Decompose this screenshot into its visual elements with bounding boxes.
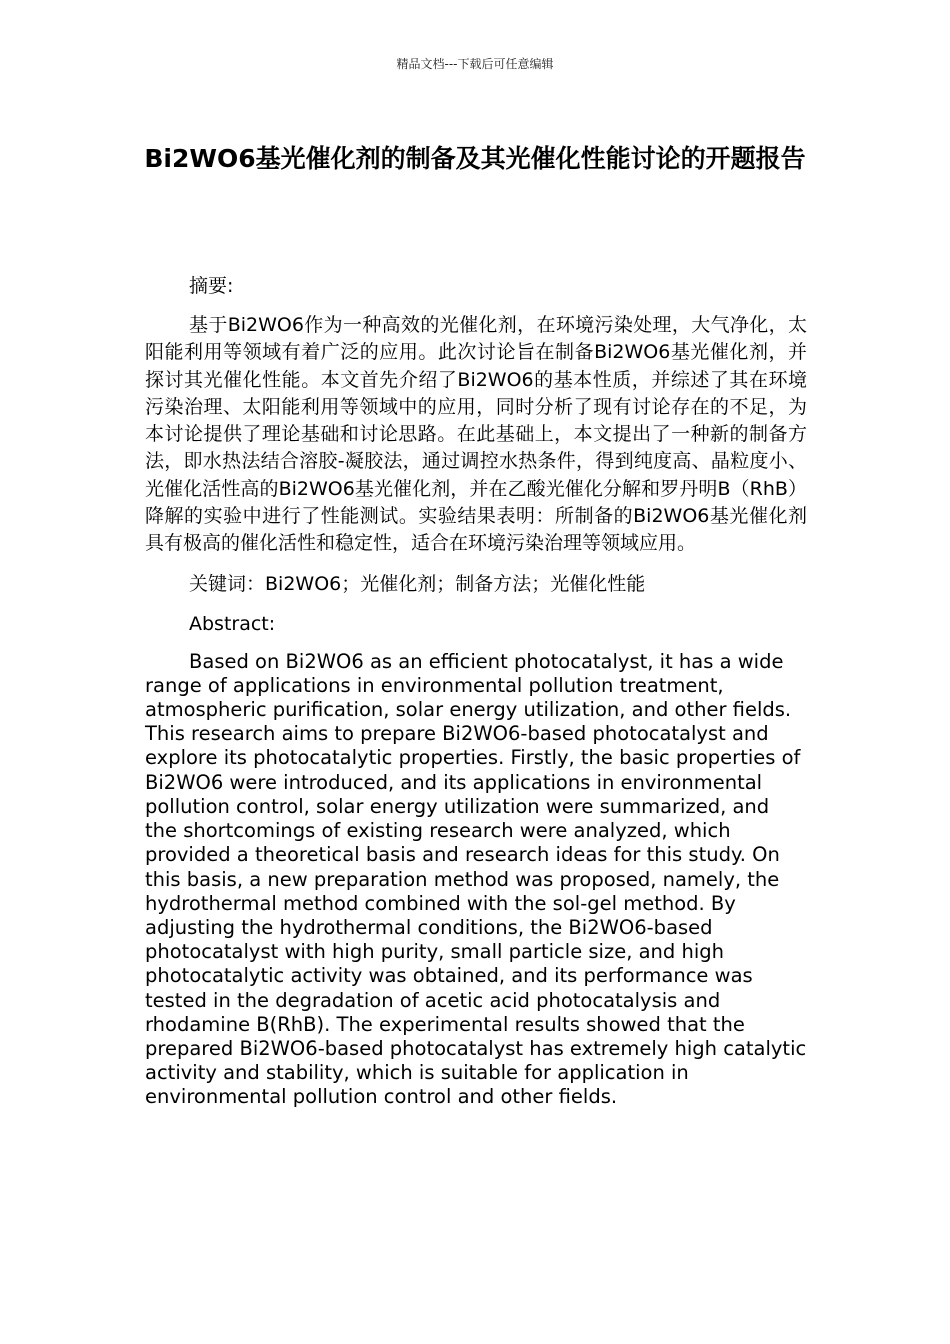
abstract-zh-paragraph: 基于Bi2WO6作为一种高效的光催化剂，在环境污染处理，大气净化，太阳能利用等领域有着广泛的应用。此次讨论旨在制备Bi2WO6基光催化剂，并探讨其光催化性能。本文首先介绍了Bi2WO6的基本性质，并综述了其在环境污染治理、太阳能利用等领域中的应用，同时分析了现有讨论存在的不足，为本讨论提供了理论基础和讨论思路。在此基础上，本文提出了一种新的制备方法，即水热法结合溶胶-凝胶法，通过调控水热条件，得到纯度高、晶粒度小、光催化活性高的Bi2WO6基光催化剂，并在乙酸光催化分解和罗丹明B（RhB）降解的实验中进行了性能测试。实验结果表明：所制备的Bi2WO6基光催化剂具有极高的催化活性和稳定性，适合在环境污染治理等领域应用。: [145, 314, 807, 555]
document-body: [145, 272, 807, 1110]
keywords-line: 关键词：Bi2WO6；光催化剂；制备方法；光催化性能: [189, 572, 646, 595]
page-title: Bi2WO6基光催化剂的制备及其光催化性能讨论的开题报告: [144, 144, 806, 173]
abstract-zh-label: 摘要:: [189, 275, 234, 297]
abstract-en-label: Abstract:: [189, 612, 276, 635]
header-note: 精品文档---下载后可任意编辑: [396, 57, 554, 71]
abstract-en-paragraph: Based on Bi2WO6 as an efficient photocatalyst, it has a wide range of applications in environmental pollution treatment, atmospheric purification, solar energy utilization, and other fields. This research aims to prepare Bi2WO6-based photocatalyst and explore its photocatalytic properties. Firstly, the basic properties of Bi2WO6 were introduced, and its applications in environmental pollution control, solar energy utilization were summarized, and the shortcomings of existing research were analyzed, which provided a theoretical basis and research ideas for this study. On this basis, a new preparation method was proposed, namely, the hydrothermal method combined with the sol-gel method. By adjusting the hydrothermal conditions, the Bi2WO6-based photocatalyst with high purity, small particle size, and high photocatalytic activity was obtained, and its performance was tested in the degradation of acetic acid photocatalysis and rhodamine B(RhB). The experimental results showed that the prepared Bi2WO6-based photocatalyst has extremely high catalytic activity and stability, which is suitable for application in environmental pollution control and other fields.: [145, 649, 807, 1109]
